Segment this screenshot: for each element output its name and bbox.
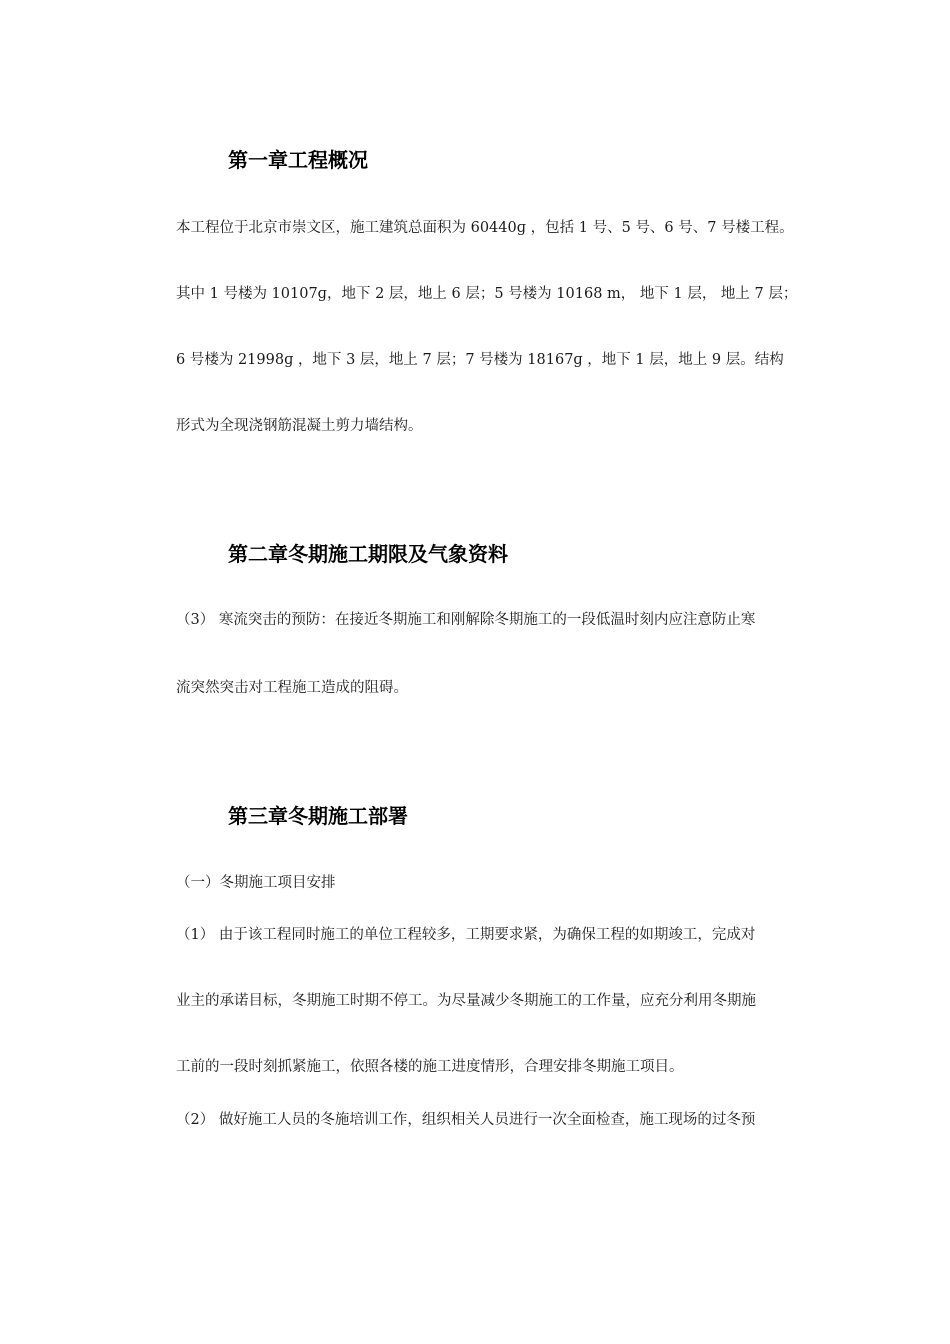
chapter-2-heading: 第二章冬期施工期限及气象资料	[228, 542, 508, 566]
chapter-1-line-1: 本工程位于北京市崇文区，施工建筑总面积为 60440ɡ ，包括 1 号、5 号、6 号、7 号楼工程。	[176, 220, 794, 236]
chapter-1-line-4: 形式为全现浇钢筋混凝土剪力墙结构。	[176, 418, 423, 434]
chapter-2-line-1: （3） 寒流突击的预防：在接近冬期施工和刚解除冬期施工的一段低温时刻内应注意防止寒	[176, 612, 756, 628]
chapter-1-line-2: 其中 1 号楼为 10107ɡ，地下 2 层，地上 6 层；5 号楼为 10168 m， 地下 1 层， 地上 7 层；	[176, 286, 798, 302]
chapter-1-line-3: 6 号楼为 21998ɡ ，地下 3 层，地上 7 层；7 号楼为 18167ɡ ，地下 1 层，地上 9 层。结构	[176, 352, 784, 368]
chapter-3-line-2: （1） 由于该工程同时施工的单位工程较多，工期要求紧，为确保工程的如期竣工，完成对	[176, 927, 756, 943]
chapter-3-line-1: （一）冬期施工项目安排	[176, 875, 336, 891]
chapter-3-line-4: 工前的一段时刻抓紧施工，依照各楼的施工进度情形，合理安排冬期施工项目。	[176, 1059, 684, 1075]
chapter-3-line-3: 业主的承诺目标，冬期施工时期不停工。为尽量减少冬期施工的工作量，应充分利用冬期施	[176, 993, 756, 1009]
chapter-3-heading: 第三章冬期施工部署	[228, 804, 408, 828]
chapter-2-line-2: 流突然突击对工程施工造成的阻碍。	[176, 680, 408, 696]
chapter-1-heading: 第一章工程概况	[228, 148, 368, 172]
chapter-3-line-5: （2） 做好施工人员的冬施培训工作，组织相关人员进行一次全面检查，施工现场的过冬预	[176, 1112, 756, 1128]
